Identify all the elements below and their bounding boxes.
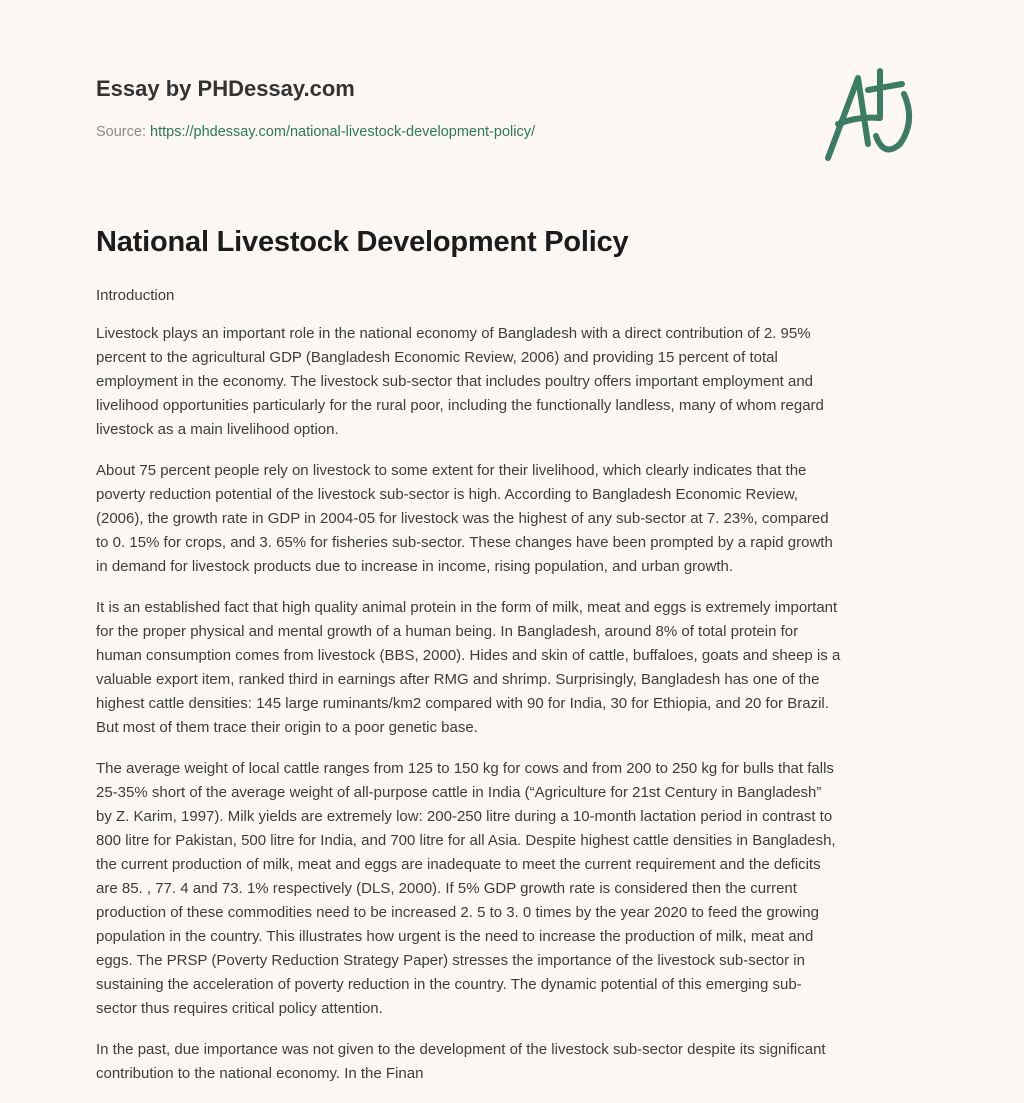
paragraph [96, 322, 956, 442]
source-link[interactable]: https://phdessay.com/national-livestock-development-policy/ [150, 124, 535, 140]
paragraph-line: employment in the economy. The livestock sub-sector that includes poultry offers important employment and [96, 373, 814, 390]
paragraph-line: But most of them trace their origin to a poor genetic base. [96, 719, 478, 736]
paragraph-line: human consumption comes from livestock (BBS, 2000). Hides and skin of cattle, buffaloes, goats and sheep is a [96, 647, 841, 664]
paragraph [96, 596, 956, 740]
paragraph-line: highest cattle densities: 145 large ruminants/km2 compared with 90 for India, 30 for Ethiopia, and 20 for Brazil. [96, 695, 829, 712]
paragraph-line: contribution to the national economy. In the Finan [96, 1065, 424, 1082]
paragraph [96, 1038, 956, 1086]
paragraph-line: (2006), the growth rate in GDP in 2004-05 for livestock was the highest of any sub-sector at 7. 23%, compared [96, 510, 829, 527]
paragraph-line: production of these commodities need to be increased 2. 5 to 3. 0 times by the year 2020 to feed the growing [96, 904, 819, 921]
paragraph-line: percent to the agricultural GDP (Bangladesh Economic Review, 2006) and providing 15 percent of total [96, 349, 778, 366]
paragraph [96, 757, 956, 1021]
paragraph-line: poverty reduction potential of the livestock sub-sector is high. According to Bangladesh Economic Review, [96, 486, 799, 503]
paragraph-line: It is an established fact that high quality animal protein in the form of milk, meat and eggs is extremely important [96, 599, 838, 616]
paragraph-line: In the past, due importance was not given to the development of the livestock sub-sector despite its significant [96, 1041, 826, 1058]
site-brand: Essay by PHDessay.com [96, 76, 355, 101]
paragraph-line: About 75 percent people rely on livestock to some extent for their livelihood, which clearly indicates that the [96, 462, 807, 479]
paragraph-line: valuable export item, ranked third in earnings after RMG and shrimp. Surprisingly, Bangladesh has one of the [96, 671, 820, 688]
paragraph-line: in demand for livestock products due to increase in income, rising population, and urban growth. [96, 558, 734, 575]
section-heading-introduction: Introduction [96, 287, 175, 304]
paragraph [96, 459, 956, 579]
a-plus-logo-icon [818, 66, 928, 166]
paragraph-line: sector thus requires critical policy attention. [96, 1000, 383, 1017]
paragraph-line: Livestock plays an important role in the national economy of Bangladesh with a direct contribution of 2. 95% [96, 325, 811, 342]
paragraph-line: 25-35% short of the average weight of all-purpose cattle in India (“Agriculture for 21st Century in Bangladesh” [96, 784, 822, 801]
paragraph-line: to 0. 15% for crops, and 3. 65% for fisheries sub-sector. These changes have been prompted by a rapid growth [96, 534, 833, 551]
paragraph-line: livestock as a main livelihood option. [96, 421, 339, 438]
paragraph-line: for the proper physical and mental growth of a human being. In Bangladesh, around 8% of total protein for [96, 623, 799, 640]
paragraph-line: population in the country. This illustrates how urgent is the need to increase the production of milk, meat and [96, 928, 814, 945]
source-line [96, 124, 535, 140]
paragraph-line: eggs. The PRSP (Poverty Reduction Strategy Paper) stresses the importance of the livestock sub-sector in [96, 952, 805, 969]
paragraph-line: sustaining the acceleration of poverty reduction in the country. The dynamic potential of this emerging sub- [96, 976, 802, 993]
paragraph-line: 800 litre for Pakistan, 500 litre for India, and 700 litre for all Asia. Despite highest cattle densities in Bangladesh, [96, 832, 836, 849]
paragraph-line: the current production of milk, meat and eggs are inadequate to meet the current requirement and the deficits [96, 856, 821, 873]
paragraph-line: are 85. , 77. 4 and 73. 1% respectively (DLS, 2000). If 5% GDP growth rate is considered then the current [96, 880, 797, 897]
page-title: National Livestock Development Policy [96, 226, 629, 258]
paragraph-line: The average weight of local cattle ranges from 125 to 150 kg for cows and from 200 to 250 kg for bulls that falls [96, 760, 834, 777]
essay-body [96, 322, 956, 1103]
source-label: Source: [96, 124, 146, 140]
paragraph-line: livelihood opportunities particularly for the rural poor, including the functionally landless, many of whom regard [96, 397, 824, 414]
paragraph-line: by Z. Karim, 1997). Milk yields are extremely low: 200-250 litre during a 10-month lactation period in contrast to [96, 808, 833, 825]
